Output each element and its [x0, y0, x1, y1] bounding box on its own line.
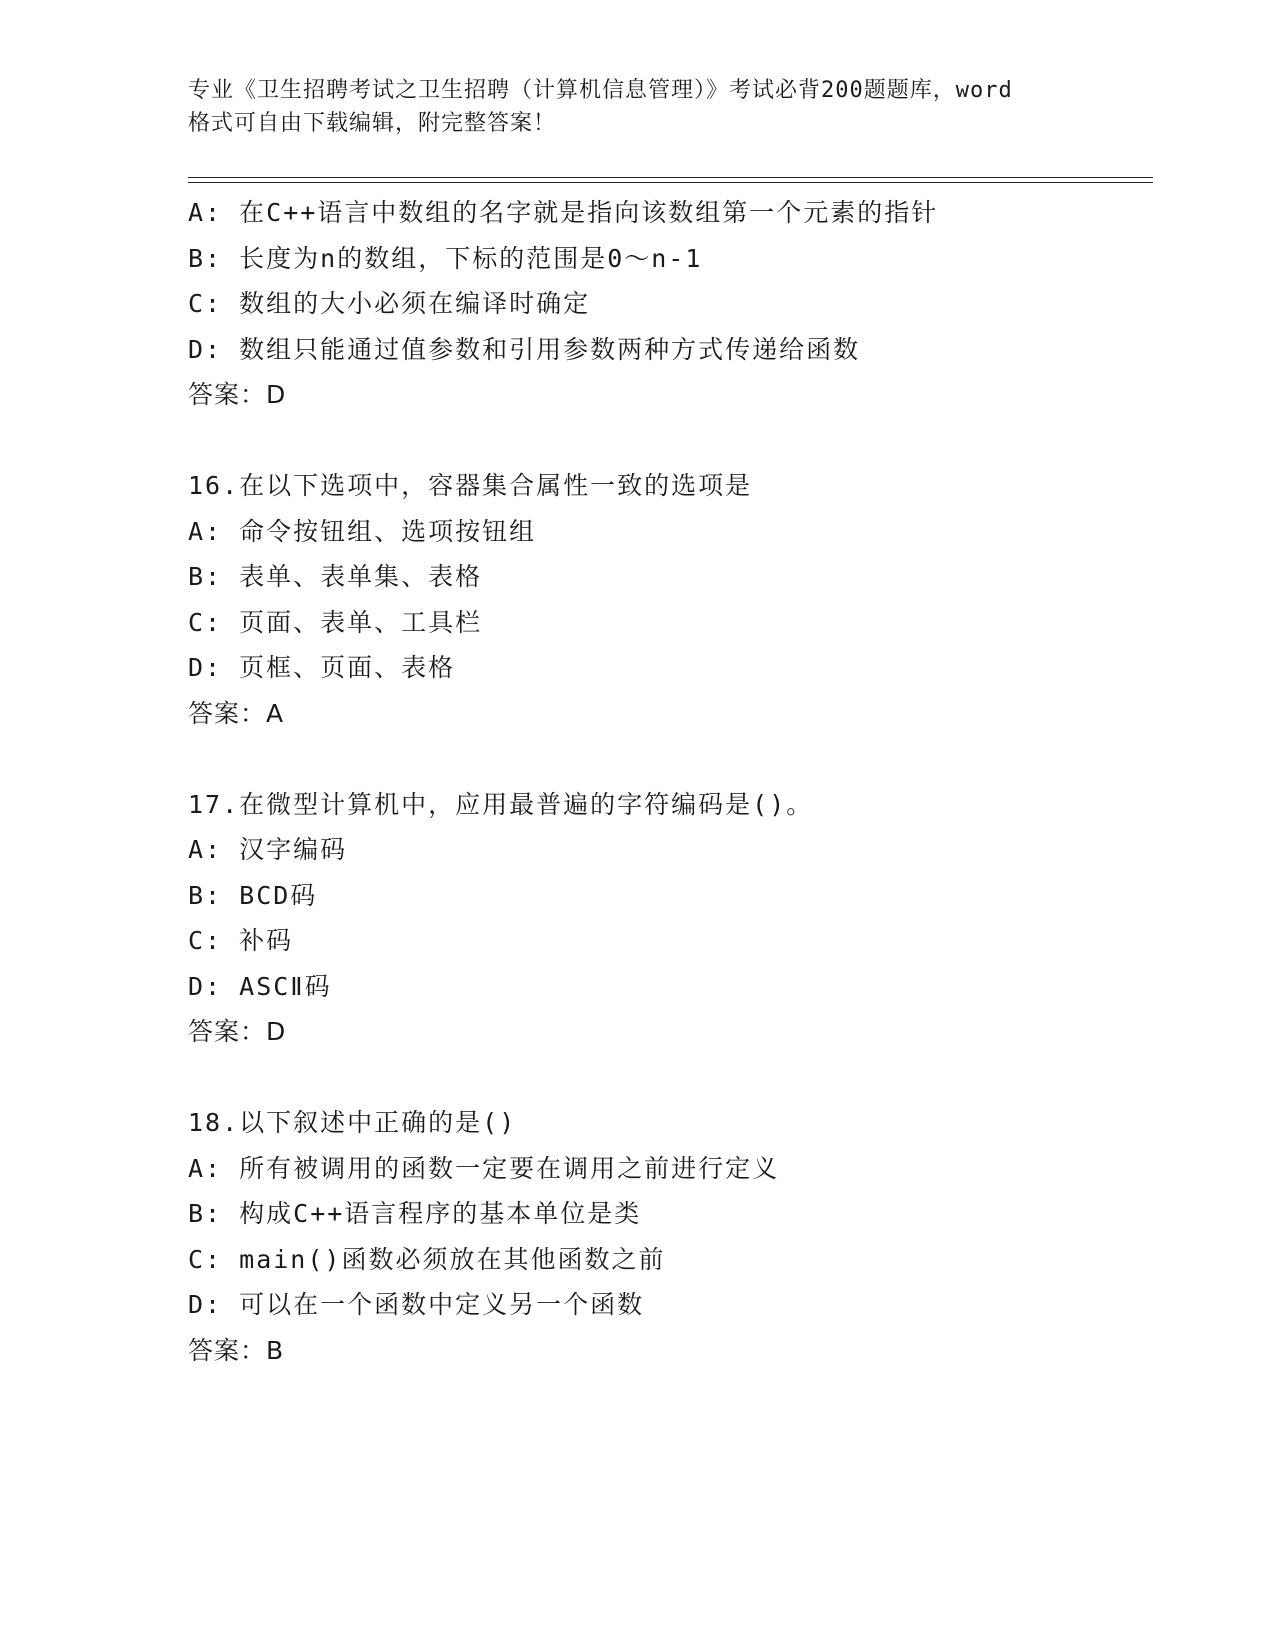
option-a: A: 所有被调用的函数一定要在调用之前进行定义	[188, 1153, 780, 1183]
answer: 答案：D	[188, 1017, 287, 1046]
option-b: B: 长度为n的数组，下标的范围是0～n-1	[188, 243, 703, 273]
option-c: C: 数组的大小必须在编译时确定	[188, 289, 591, 318]
question-18	[188, 1100, 1148, 1373]
header-rule-top	[188, 177, 1153, 178]
header-line-2: 格式可自由下载编辑，附完整答案！	[188, 111, 557, 136]
option-c: C: 页面、表单、工具栏	[188, 607, 483, 637]
option-b: B: BCD码	[188, 880, 318, 910]
question-15	[188, 190, 1148, 418]
spacer	[188, 736, 1148, 782]
answer: 答案：B	[188, 1335, 285, 1365]
question-16	[188, 463, 1148, 736]
option-d: D: 可以在一个函数中定义另一个函数	[188, 1290, 645, 1319]
option-b: B: 表单、表单集、表格	[188, 562, 483, 591]
header-rule-bottom	[188, 182, 1153, 183]
option-d: D: 数组只能通过值参数和引用参数两种方式传递给函数	[188, 334, 861, 364]
header-line-1: 专业《卫生招聘考试之卫生招聘（计算机信息管理）》考试必背200题题库，word	[188, 78, 1013, 103]
option-a: A: 在C++语言中数组的名字就是指向该数组第一个元素的指针	[188, 198, 939, 227]
question-17	[188, 782, 1148, 1055]
option-a: A: 命令按钮组、选项按钮组	[188, 516, 537, 546]
spacer	[188, 418, 1148, 464]
option-c: C: main()函数必须放在其他函数之前	[188, 1244, 666, 1274]
question-list	[188, 190, 1148, 1373]
option-c: C: 补码	[188, 926, 294, 955]
document-header	[188, 74, 1088, 140]
question-stem: 18.以下叙述中正确的是()	[188, 1108, 517, 1137]
spacer	[188, 1055, 1148, 1101]
option-a: A: 汉字编码	[188, 835, 348, 864]
question-stem: 16.在以下选项中，容器集合属性一致的选项是	[188, 471, 753, 500]
option-b: B: 构成C++语言程序的基本单位是类	[188, 1199, 642, 1228]
answer: 答案：A	[188, 698, 285, 728]
question-stem: 17.在微型计算机中，应用最普遍的字符编码是()。	[188, 789, 814, 819]
option-d: D: 页框、页面、表格	[188, 653, 456, 682]
option-d: D: ASCⅡ码	[188, 971, 332, 1001]
answer: 答案：D	[188, 380, 287, 409]
